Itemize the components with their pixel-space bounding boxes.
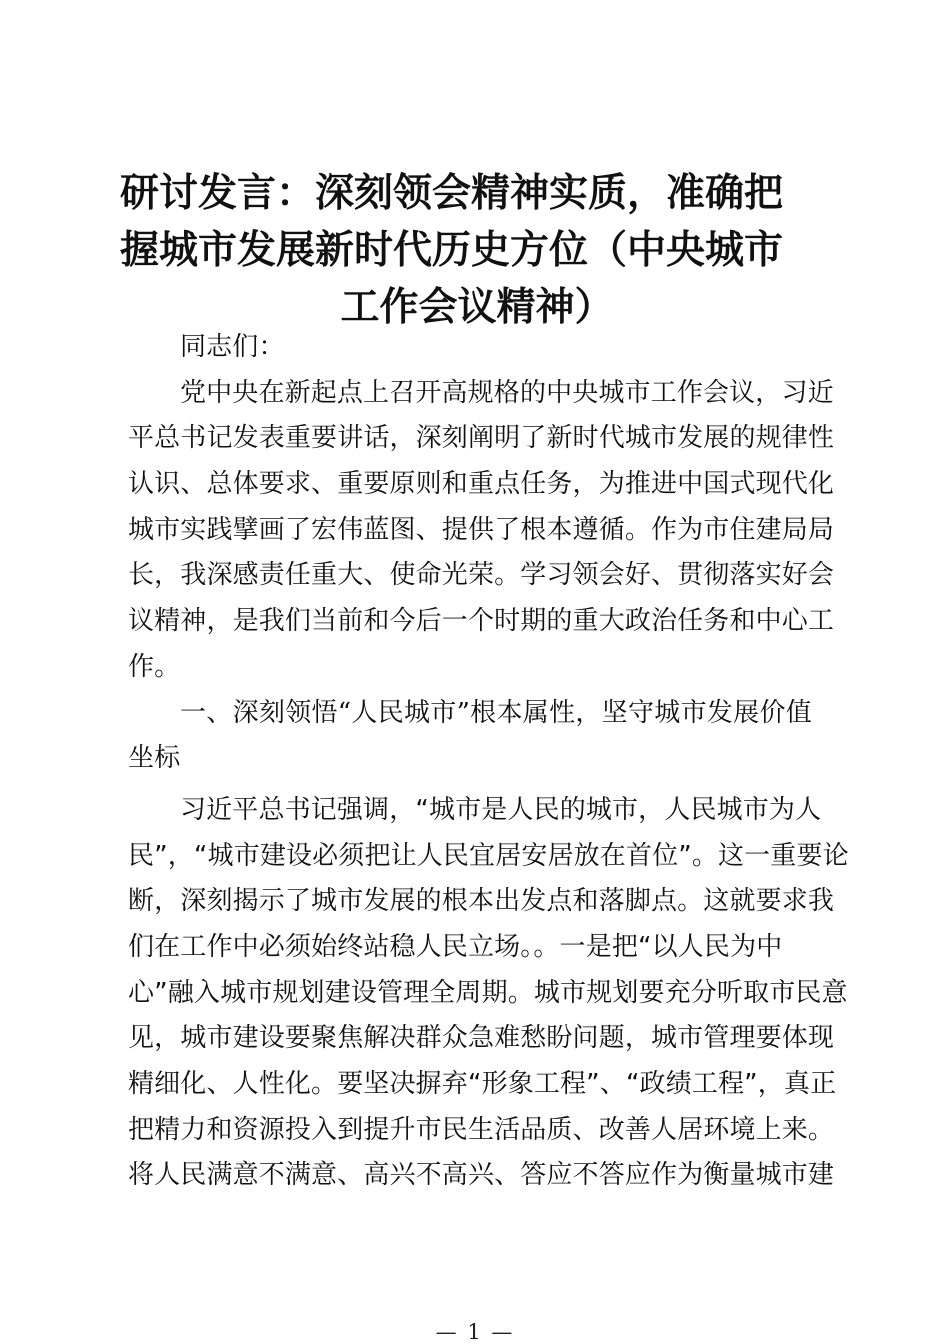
page-number: — 1 — <box>435 1320 515 1344</box>
paragraph-line: 见，城市建设要聚焦解决群众急难愁盼问题，城市管理要体现 <box>128 1023 835 1054</box>
title-line: 工作会议精神） <box>340 284 614 330</box>
paragraph-line: 把精力和资源投入到提升市民生活品质、改善人居环境上来。 <box>128 1114 835 1145</box>
paragraph-line: 们在工作中必须始终站稳人民立场。。一是把“以人民为中 <box>128 931 783 962</box>
paragraph-line: 断，深刻揭示了城市发展的根本出发点和落脚点。这就要求我 <box>128 886 835 917</box>
paragraph-line: 习近平总书记强调，“城市是人民的城市，人民城市为人 <box>180 794 822 825</box>
paragraph-line: 城市实践擘画了宏伟蓝图、提供了根本遵循。作为市住建局局 <box>128 514 835 545</box>
section-heading <box>128 691 828 782</box>
paragraph-line: 长，我深感责任重大、使命光荣。学习领会好、贯彻落实好会 <box>128 560 835 591</box>
document-body <box>128 325 849 1199</box>
paragraph-line: 议精神，是我们当前和今后一个时期的重大政治任务和中心工 <box>128 606 835 637</box>
section-heading-line: 一、深刻领悟“人民城市”根本属性，坚守城市发展价值 <box>180 697 813 728</box>
paragraph-line: 党中央在新起点上召开高规格的中央城市工作会议，习近 <box>180 377 834 408</box>
paragraph-line: 认识、总体要求、重要原则和重点任务，为推进中国式现代化 <box>128 469 835 500</box>
title-line: 研讨发言：深刻领会精神实质，准确把 <box>120 170 784 216</box>
salutation: 同志们： <box>180 332 285 362</box>
paragraph-people-city <box>128 788 849 1199</box>
paragraph-line: 民”，“城市建设必须把让人民宜居安居放在首位”。这一重要论 <box>128 840 849 871</box>
paragraph-line: 作。 <box>128 651 181 682</box>
paragraph-line: 将人民满意不满意、高兴不高兴、答应不答应作为衡量城市建 <box>128 1160 835 1191</box>
paragraph-intro <box>128 371 835 691</box>
section-heading-line: 坐标 <box>128 743 181 774</box>
document-title <box>120 165 834 336</box>
title-line: 握城市发展新时代历史方位（中央城市 <box>120 227 784 273</box>
paragraph-line: 心”融入城市规划建设管理全周期。城市规划要充分听取市民意 <box>128 977 848 1008</box>
paragraph-line: 精细化、人性化。要坚决摒弃“形象工程”、“政绩工程”，真正 <box>128 1069 837 1099</box>
paragraph-line: 平总书记发表重要讲话，深刻阐明了新时代城市发展的规律性 <box>128 423 835 454</box>
